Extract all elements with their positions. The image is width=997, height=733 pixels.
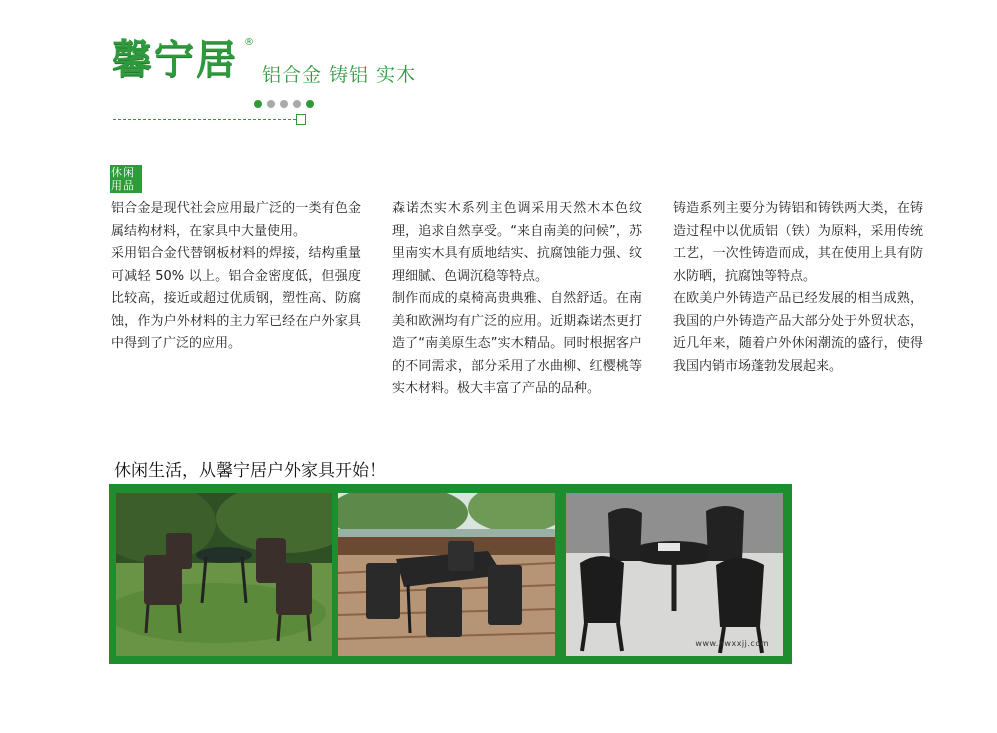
category-badge: 休闲用品 [110, 165, 142, 193]
divider-end-box [296, 114, 306, 125]
paragraph: 制作而成的桌椅高贵典雅、自然舒适。在南美和欧洲均有广泛的应用。近期森诺杰更打造了“南美原生态”实木精品。同时根据客户的不同需求，部分采用了水曲柳、红樱桃等实木材料。极大丰富了产品的品种。 [392, 291, 642, 396]
dot-5 [306, 100, 314, 108]
dot-3 [280, 100, 288, 108]
paragraph: 在欧美户外铸造产品已经发展的相当成熟，我国的户外铸造产品大部分处于外贸状态，近几年来，随着户外休闲潮流的盛行，使得我国内销市场蓬勃发展起来。 [673, 291, 923, 374]
paragraph: 森诺杰实木系列主色调采用天然木本色纹理，追求自然享受。“来自南美的问候”，苏里南实木具有质地结实、抗腐蚀能力强、纹理细腻、色调沉稳等特点。 [392, 201, 642, 284]
brand-name: 馨宁居 [112, 37, 238, 83]
column-cast [673, 198, 923, 378]
dot-4 [293, 100, 301, 108]
photo-cast-aluminum-set [566, 493, 783, 656]
paragraph: 采用铝合金代替钢板材料的焊接，结构重量可减轻 50% 以上。铝合金密度低，但强度比较高，接近或超过优质钢，塑性高、防腐蚀，作为户外材料的主力军已经在户外家具中得到了广泛的应用。 [111, 246, 361, 351]
photo-wicker-set [116, 493, 332, 656]
dashed-divider [113, 119, 296, 120]
paragraph: 铝合金是现代社会应用最广泛的一类有色金属结构材料，在家具中大量使用。 [111, 201, 361, 239]
dot-1 [254, 100, 262, 108]
tagline: 铝合金 铸铝 实木 [262, 64, 417, 86]
photo-deck-dining-set [338, 493, 555, 656]
photo-gallery [109, 484, 792, 664]
column-solid-wood [392, 198, 642, 401]
paragraph: 铸造系列主要分为铸铝和铸铁两大类，在铸造过程中以优质铝（铁）为原料，采用传统工艺，一次性铸造而成，其在使用上具有防水防晒，抗腐蚀等特点。 [673, 201, 923, 284]
slogan: 休闲生活，从馨宁居户外家具开始！ [114, 461, 386, 481]
brand-logo [112, 35, 254, 85]
dot-2 [267, 100, 275, 108]
watermark: www.hwxxjj.com [695, 639, 769, 648]
registered-mark: ® [244, 37, 254, 48]
column-aluminum [111, 198, 361, 356]
